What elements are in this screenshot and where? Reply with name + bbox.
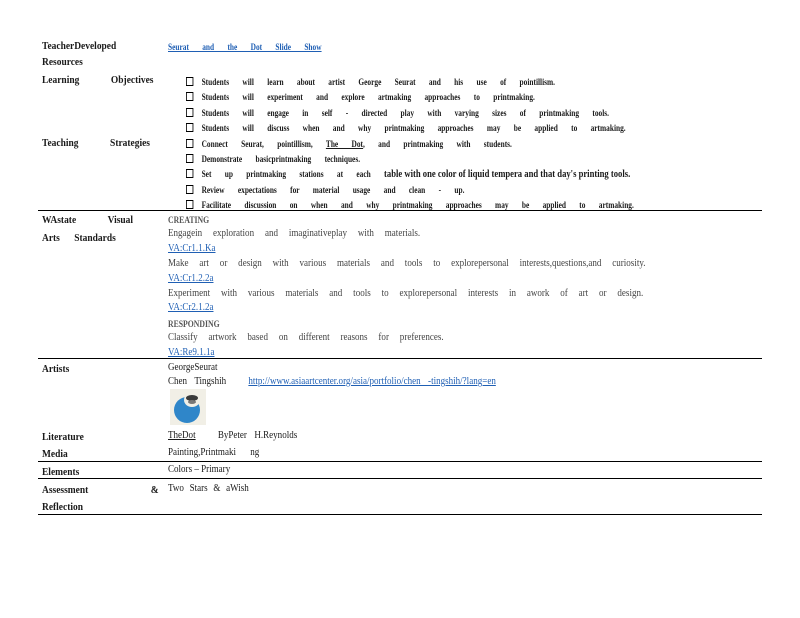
media-label: Media: [42, 448, 68, 460]
standard-text: Engagein exploration and imaginativeplay with materials.: [168, 228, 421, 239]
checkbox-icon: [186, 169, 193, 178]
elements-value: Colors – Primary: [168, 464, 231, 475]
strategies-label: Teaching Strategies: [42, 137, 150, 149]
objectives-label: Learning Objectives: [42, 74, 154, 86]
assessment-value: Two Stars & aWish: [168, 483, 249, 494]
checkbox-icon: [186, 154, 193, 163]
slide-show-link[interactable]: Seurat and the Dot Slide Show: [168, 42, 322, 52]
creating-heading: CREATING: [168, 215, 210, 225]
artist-name: GeorgeSeurat: [168, 362, 218, 373]
strategy-item: Demonstrate basicprintmaking techniques.: [186, 153, 360, 165]
assessment-label-2: Reflection: [42, 501, 83, 513]
standard-text: Experiment with various materials and tools to explorepersonal interests in awork of art or design.: [168, 288, 644, 299]
objective-item: Students will experiment and explore artmaking approaches to printmaking.: [186, 91, 535, 103]
standards-label-2: Arts Standards: [42, 232, 116, 244]
assessment-label: Assessment &: [42, 484, 159, 496]
checkbox-icon: [186, 139, 193, 148]
divider: [38, 478, 762, 479]
standard-text: Classify artwork based on different reasons for preferences.: [168, 332, 444, 343]
artists-label: Artists: [42, 363, 70, 375]
objective-item: Students will engage in self - directed play with varying sizes of printmaking tools.: [186, 107, 609, 119]
divider: [38, 210, 762, 211]
standards-label: WAstate Visual: [42, 214, 133, 226]
checkbox-icon: [186, 185, 193, 194]
standard-code: VA:Cr2.1.2a: [168, 302, 214, 313]
resources-label: TeacherDeveloped: [42, 40, 117, 52]
the-dot-ref: The Dot: [325, 139, 364, 149]
divider: [38, 461, 762, 462]
artist-portfolio-link[interactable]: http://www.asiaartcenter.org/asia/portfolio/chen -tingshih/?lang=en: [248, 376, 496, 387]
standard-code: VA:Cr1.1.Ka: [168, 243, 216, 254]
elements-label: Elements: [42, 466, 80, 478]
standard-code: VA:Re9.1.1a: [168, 347, 215, 358]
media-value: Painting,Printmaki ng: [168, 447, 260, 458]
strategy-item: Set up printmaking stations at each table with one color of liquid tempera and that day's printing tools.: [186, 168, 630, 181]
checkbox-icon: [186, 92, 193, 101]
book-title: TheDot: [168, 430, 196, 441]
divider: [38, 358, 762, 359]
strategy-item: Review expectations for material usage and clean - up.: [186, 184, 464, 196]
checkbox-icon: [186, 123, 193, 132]
objective-item: Students will learn about artist George Seurat and his use of pointillism.: [186, 76, 555, 88]
resources-row: [168, 41, 322, 53]
strategy-item: Facilitate discussion on when and why printmaking approaches may be applied to artmaking.: [186, 199, 634, 211]
divider: [38, 514, 762, 515]
strategy-item: Connect Seurat, pointillism, The Dot, and printmaking with students.: [186, 138, 512, 150]
literature-label: Literature: [42, 431, 84, 443]
checkbox-icon: [186, 108, 193, 117]
standard-text: Make art or design with various materials and tools to explorepersonal interests,questions,and curiosity.: [168, 258, 646, 269]
responding-heading: RESPONDING: [168, 319, 220, 329]
objective-item: Students will discuss when and why printmaking approaches may be applied to artmaking.: [186, 122, 626, 134]
checkbox-icon: [186, 200, 193, 209]
literature-row: TheDot ByPeter H.Reynolds: [168, 430, 298, 441]
artist-row: Chen Tingshih http://www.asiaartcenter.org/asia/portfolio/chen -tingshih/?lang=en: [168, 376, 496, 387]
checkbox-icon: [186, 77, 193, 86]
standard-code: VA:Cr1.2.2a: [168, 273, 214, 284]
artist-logo-icon: [170, 389, 206, 425]
resources-label-2: Resources: [42, 56, 83, 68]
